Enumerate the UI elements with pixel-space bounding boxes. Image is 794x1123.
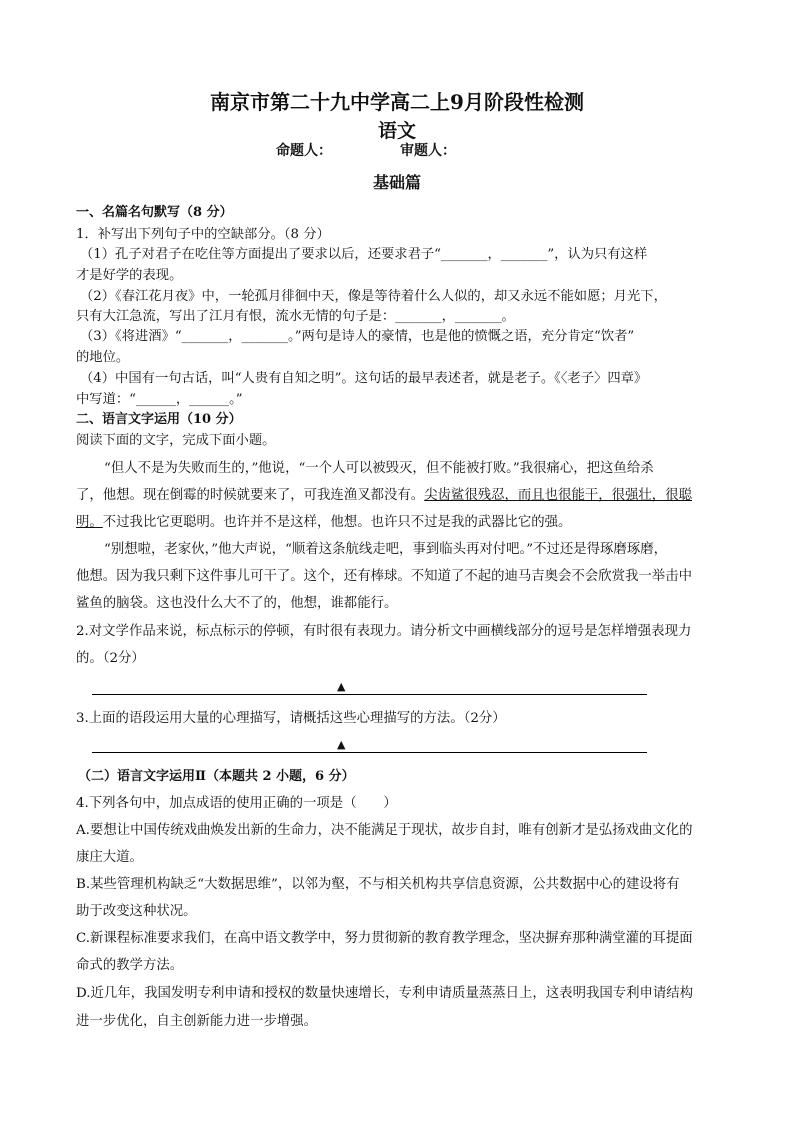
option-b-line1: B.某些管理机构缺乏“大数据思维”，以邻为壑，不与相关机构共享信息资源，公共数据中心的建设将有 [76,877,680,892]
subject-title: 语文 [377,120,416,142]
option-c-line1: C.新课程标准要求我们，在高中语文教学中，努力贯彻新的教育教学理念，坚决摒弃那种满堂灌的耳提面 [76,931,693,946]
passage-p2-line2: 他想。因为我只剩下这件事儿可干了。这个，还有棒球。不知道了不起的迪马吉奥会不会欣赏我一举击中 [76,569,692,584]
answer-line-q3[interactable] [92,752,647,753]
option-d-line1: D.近几年，我国发明专利申请和授权的数量快速增长，专利申请质量蒸蒸日上，这表明我国专利申请结构 [76,986,694,1001]
q2-line1: 2.对文学作品来说，标点标示的停顿，有时很有表现力。请分析文中画横线部分的逗号是怎样增强表现力 [76,624,692,639]
option-b-line2: 助于改变这种状况。 [76,904,197,919]
passage-p1-line3-text: 不过我比它更聪明。也许并不是这样，他想。也许只不过是我的武器比它的强。 [102,515,572,530]
answer-marker-q3: ▲ [337,738,346,751]
section3-heading: （二）语言文字运用Ⅱ（本题共 2 小题，6 分） [78,769,355,784]
reading-intro: 阅读下面的文字，完成下面小题。 [76,433,276,448]
section1-heading: 一、名篇名句默写（8 分） [76,205,233,220]
q1-item-4-line2: 中写道：“______，______。” [76,392,243,407]
passage-p2-line3: 鲨鱼的脑袋。这也没什么大不了的，他想，谁都能行。 [76,596,398,611]
passage-p1-line3 [76,511,571,530]
passage-p1-line2 [76,484,692,503]
q1-stem: 1．补写出下列句子中的空缺部分。（8 分） [76,227,330,242]
underlined-sentence-part2: 明。 [76,515,103,530]
q1-item-1-line1: （1）孔子对君子在吃住等方面提出了要求以后，还要求君子“_______，_______”，认为只有这样 [80,247,648,262]
passage-p1-line1: “但人不是为失败而生的，”他说，“一个人可以被毁灭，但不能被打败。”我很痛心，把这鱼给杀 [104,461,654,476]
q1-item-2-line2: 只有大江急流，写出了江月有恨，流水无情的句子是：_______，_______。 [76,309,515,324]
q1-item-4-line1: （4）中国有一句古话，叫“人贵有自知之明”。这句话的最早表述者，就是老子。《〈老子〉四章》 [80,371,648,386]
exam-title: 南京市第二十九中学高二上9月阶段性检测 [210,90,584,114]
part-title: 基础篇 [372,173,421,192]
reviewer-label: 审题人： [400,143,456,159]
option-d-line2: 进一步优化，自主创新能力进一步增强。 [76,1014,318,1029]
q4-stem: 4.下列各句中，加点成语的使用正确的一项是（ ） [76,796,397,811]
proposer-label: 命题人： [276,143,332,159]
option-a-line2: 康庄大道。 [76,850,143,865]
option-c-line2: 命式的教学方法。 [76,958,184,973]
passage-p2-line1: “别想啦，老家伙，”他大声说，“顺着这条航线走吧，事到临头再对付吧。”不过还是得琢磨琢磨， [104,542,667,557]
underlined-sentence-part1: 尖齿鲨很残忍，而且也很能干，很强壮，很聪 [424,488,692,503]
q3-text: 3.上面的语段运用大量的心理描写，请概括这些心理描写的方法。（2分） [76,711,506,726]
q1-item-2-line1: （2）《春江花月夜》中，一轮孤月徘徊中天，像是等待着什么人似的，却又永远不能如愿；月光下， [80,289,667,304]
q1-item-3-line2: 的地位。 [76,350,130,365]
passage-p1-line2-text: 了，他想。现在倒霉的时候就要来了，可我连渔叉都没有。 [76,488,425,503]
option-a-line1: A.要想让中国传统戏曲焕发出新的生命力，决不能满足于现状，故步自封，唯有创新才是弘扬戏曲文化的 [76,823,693,838]
q2-line2: 的。（2分） [76,651,145,666]
answer-line-q2[interactable] [92,694,647,695]
q1-item-3-line1: （3）《将进酒》“_______，_______。”两句是诗人的豪情，也是他的愤慨之语，充分肯定“饮者” [80,329,635,344]
answer-marker-q2: ▲ [337,680,346,693]
q1-item-1-line2: 才是好学的表现。 [76,268,183,283]
proposer-line [276,140,456,160]
section2-heading: 二、语言文字运用（10 分） [76,412,242,427]
